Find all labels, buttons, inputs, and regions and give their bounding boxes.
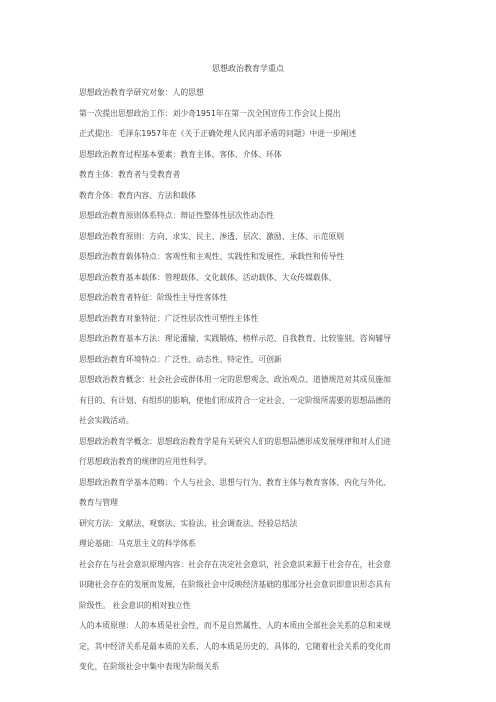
- text-line: 有目的、有计划、有组织的影响，使他们形成符合一定社会、一定阶级所需要的思想品德的: [79, 395, 391, 405]
- text-line: 行思想政治教育的规律的应用性科学。: [79, 457, 212, 466]
- text-line: 思想政治教育学基本范畴：个人与社会、思想与行为、教育主体与教育客体、内化与外化、: [79, 477, 391, 487]
- text-line: 思想政治教育者特征：阶级性主导性客体性: [79, 293, 228, 302]
- text-line: 阶级性。 社会意识的相对独立性: [79, 600, 191, 610]
- text-line: 思想政治教育基本载体：管理载体、文化载体、活动载体、大众传媒载体、: [79, 272, 337, 282]
- text-line: 教育主体：教育者与受教育者: [79, 170, 181, 179]
- text-line: 定，其中经济关系是最本质的关系、人的本质是历史的、具体的，它随着社会关系的变化而: [79, 641, 391, 651]
- text-line: 识随社会存在的发展而发展，在阶级社会中反映经济基础的那部分社会意识即意识形态具有: [79, 580, 391, 589]
- text-line: 教育与管理: [79, 498, 118, 507]
- text-line: 思想政治教育环境特点：广泛性、动态性、特定性、可创新: [79, 354, 282, 364]
- text-line: 思想政治教育载体特点：客观性和主观性、实践性和发展性、承载性和传导性: [79, 252, 345, 261]
- text-line: 思想政治教育原则：方向、求实、民主、渗透、层次、激励、主体、示范原则: [79, 231, 345, 241]
- text-line: 社会存在与社会意识原理内容：社会存在决定社会意识，社会意识来源于社会存在，社会意: [79, 559, 391, 569]
- text-line: 正式提出：毛泽东1957年在《关于正确处理人民内部矛盾的问题》中进一步阐述: [79, 129, 357, 138]
- text-line: 思想政治教育过程基本要素：教育主体、客体、介体、环体: [79, 149, 282, 159]
- text-line: 人的本质原理：人的本质是社会性，而不是自然属性、人的本质由全部社会关系的总和来规: [79, 621, 391, 630]
- text-line: 第一次提出思想政治工作：刘少奇1951年在第一次全国宣传工作会议上提出: [79, 108, 341, 118]
- text-line: 理论基础：马克思主义的科学体系: [79, 539, 196, 548]
- text-line: 思想政治教育概念：社会社会或群体用一定的思想观念、政治观点、道德规范对其成员施加: [79, 375, 391, 384]
- text-line: 思想政治教育原则体系特点：辩证性整体性层次性动态性: [79, 211, 274, 220]
- text-line: 研究方法：文献法、观察法、实验法、社会调查法、经验总结法: [79, 518, 298, 528]
- text-line: 思想政治教育对象特征：广泛性层次性可塑性主体性: [79, 313, 259, 323]
- text-line: 教育介体：教育内容、方法和载体: [79, 190, 196, 200]
- text-line: 思想政治教育学研究对象：人的思想: [79, 88, 204, 97]
- text-line: 社会实践活动。: [79, 416, 134, 425]
- text-line: 思想政治教育学概念：思想政治教育学是有关研究人们的思想品德形成发展规律和对人们进: [79, 436, 391, 446]
- document-body: [79, 83, 421, 678]
- text-line: 变化，在阶级社会中集中表现为阶级关系: [79, 662, 220, 671]
- text-line: 思想政治教育基本方法：理论灌输、实践锻炼、榜样示范、自我教育、比较鉴别、咨询辅导: [79, 334, 391, 343]
- document-title: 思想政治教育学重点: [212, 64, 284, 73]
